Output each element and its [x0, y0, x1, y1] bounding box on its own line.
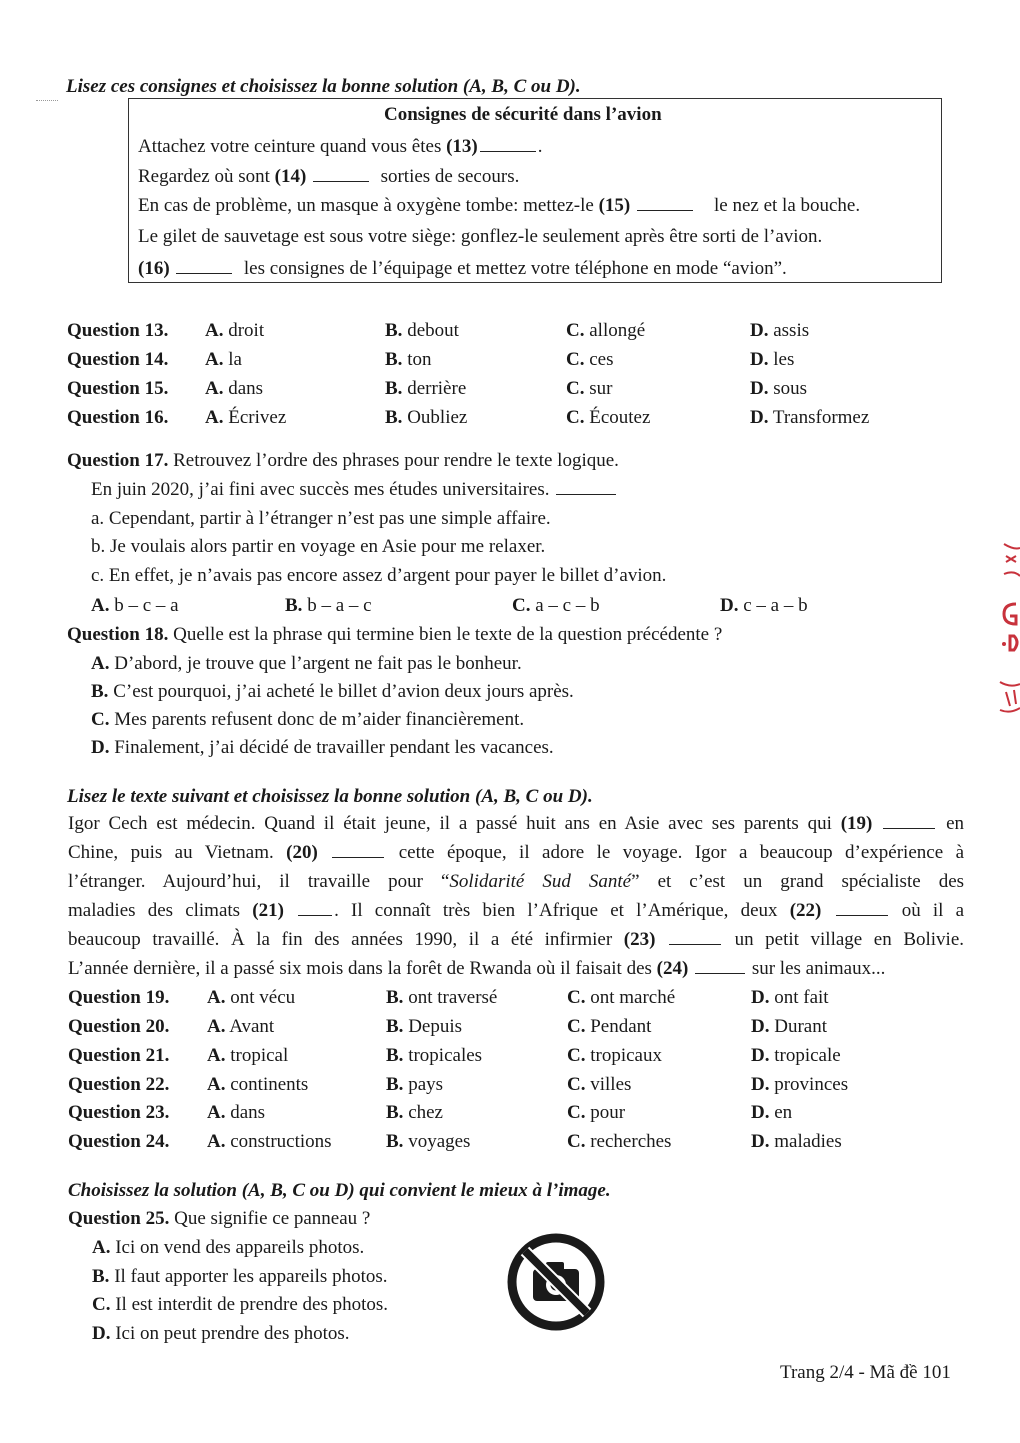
option-d[interactable]: D. Ici on peut prendre des photos.: [92, 1323, 350, 1344]
option-a[interactable]: A. tropical: [207, 1045, 289, 1066]
option-d[interactable]: D. sous: [750, 378, 808, 399]
box-line-1: [138, 136, 543, 159]
option-b[interactable]: B. tropicales: [386, 1045, 483, 1066]
box-line-1-end: .: [537, 136, 543, 157]
page-footer: Trang 2/4 - Mã đề 101: [780, 1362, 951, 1383]
section1-instruction: Lisez ces consignes et choisissez la bonne solution (A, B, C ou D).: [66, 76, 581, 97]
answer-blank: [298, 914, 332, 916]
option-a[interactable]: A. b – c – a: [91, 595, 179, 616]
scan-mark: [36, 100, 58, 103]
answer-blank: [637, 209, 693, 211]
box-line-3-text: En cas de problème, un masque à oxygène tombe: mettez-le: [138, 195, 599, 216]
option-b[interactable]: B. debout: [385, 320, 459, 341]
passage-line-3: l’étranger. Aujourd’hui, il travaille pour “Solidarité Sud Santé” et c’est un grand spécialiste des: [68, 871, 965, 892]
box-line-2-text: Regardez où sont: [138, 166, 275, 187]
option-b[interactable]: B. C’est pourquoi, j’ai acheté le billet d’avion deux jours après.: [91, 681, 574, 702]
option-b[interactable]: B. Oubliez: [385, 407, 468, 428]
option-b[interactable]: B. ton: [385, 349, 432, 370]
answer-blank: [480, 150, 536, 152]
passage-line-4: maladies des climats (21) . Il connaît très bien l’Afrique et l’Amérique, deux (22) où il a: [68, 900, 965, 921]
question-label: Question 25.: [68, 1208, 170, 1229]
question-label: Question 13.: [67, 320, 169, 341]
question-label: Question 17.: [67, 450, 169, 471]
question-label: Question 18.: [67, 624, 169, 645]
option-d[interactable]: D. les: [750, 349, 795, 370]
blank-number-23: (23): [623, 929, 656, 950]
option-a[interactable]: A. la: [205, 349, 242, 370]
blank-number-13: (13): [446, 136, 478, 157]
answer-blank: [313, 180, 369, 182]
box-line-3: [138, 195, 860, 218]
option-a[interactable]: A. droit: [205, 320, 265, 341]
question-label: Question 14.: [67, 349, 169, 370]
blank-number-22: (22): [789, 900, 822, 921]
option-c[interactable]: C. Il est interdit de prendre des photos.: [92, 1294, 389, 1315]
question-label: Question 22.: [68, 1074, 170, 1095]
option-b[interactable]: B. chez: [386, 1102, 443, 1123]
question-label: Question 15.: [67, 378, 169, 399]
option-c[interactable]: C. Pendant: [567, 1016, 652, 1037]
option-c[interactable]: C. ces: [566, 349, 614, 370]
option-a[interactable]: A. dans: [207, 1102, 266, 1123]
intro-text: En juin 2020, j’ai fini avec succès mes études universitaires.: [91, 479, 550, 500]
option-c[interactable]: C. a – c – b: [512, 595, 600, 616]
option-a[interactable]: A. Avant: [207, 1016, 275, 1037]
option-a[interactable]: A. ont vécu: [207, 987, 296, 1008]
answer-blank: [176, 272, 232, 274]
blank-number-16: (16): [138, 258, 170, 279]
section3-instruction: Choisissez la solution (A, B, C ou D) qui convient le mieux à l’image.: [68, 1180, 611, 1201]
option-c[interactable]: C. pour: [567, 1102, 626, 1123]
passage-line-1: Igor Cech est médecin. Quand il était jeune, il a passé huit ans en Asie avec ses parents qui (19) en: [68, 813, 965, 834]
option-d[interactable]: D. assis: [750, 320, 810, 341]
option-a[interactable]: A. dans: [205, 378, 264, 399]
blank-number-21: (21): [252, 900, 284, 921]
question-text: Que signifie ce panneau ?: [174, 1208, 371, 1229]
section2-instruction: Lisez le texte suivant et choisissez la bonne solution (A, B, C ou D).: [67, 786, 593, 807]
organization-name: Solidarité Sud Santé: [449, 871, 632, 892]
passage-line-5: beaucoup travaillé. À la fin des années 1990, il a été infirmier (23) un petit village en Bolivie.: [68, 929, 965, 950]
answer-blank: [695, 972, 745, 974]
box-line-2: [138, 166, 519, 189]
answer-blank: [836, 914, 888, 916]
option-c[interactable]: C. allongé: [566, 320, 646, 341]
question-25-prompt: [68, 1208, 370, 1231]
option-b[interactable]: B. ont traversé: [386, 987, 498, 1008]
option-a[interactable]: A. D’abord, je trouve que l’argent ne fait pas le bonheur.: [91, 653, 522, 674]
option-a[interactable]: A. Écrivez: [205, 407, 287, 428]
option-d[interactable]: D. Transformez: [750, 407, 870, 428]
box-title: Consignes de sécurité dans l’avion: [384, 104, 662, 125]
answer-blank: [883, 827, 935, 829]
question-label: Question 19.: [68, 987, 170, 1008]
option-d[interactable]: D. provinces: [751, 1074, 849, 1095]
option-c[interactable]: C. Mes parents refusent donc de m’aider financièrement.: [91, 709, 525, 730]
passage-line-6: L’année dernière, il a passé six mois dans la forêt de Rwanda où il faisait des (24) sur les animaux...: [68, 958, 886, 979]
question-text: Quelle est la phrase qui termine bien le texte de la question précédente ?: [173, 624, 723, 645]
question-text: Retrouvez l’ordre des phrases pour rendre le texte logique.: [173, 450, 619, 471]
option-c[interactable]: C. ont marché: [567, 987, 676, 1008]
option-d[interactable]: D. Finalement, j’ai décidé de travailler pendant les vacances.: [91, 737, 554, 758]
blank-number-15: (15): [598, 195, 631, 216]
question-label: Question 21.: [68, 1045, 170, 1066]
safety-instructions-box: [128, 98, 942, 283]
box-line-3-end: le nez et la bouche.: [714, 195, 861, 216]
option-c[interactable]: C. tropicaux: [567, 1045, 662, 1066]
option-d[interactable]: D. Durant: [751, 1016, 827, 1037]
stamp-fragment-icon: [1000, 600, 1020, 660]
option-c[interactable]: C. villes: [567, 1074, 632, 1095]
sentence-c: c. En effet, je n’avais pas encore assez d’argent pour payer le billet d’avion.: [91, 565, 667, 586]
box-line-1-text: Attachez votre ceinture quand vous êtes: [138, 136, 447, 157]
option-a[interactable]: A. continents: [207, 1074, 309, 1095]
question-label: Question 23.: [68, 1102, 170, 1123]
question-label: Question 24.: [68, 1131, 170, 1152]
option-d[interactable]: D. maladies: [751, 1131, 842, 1152]
box-line-5-end: les consignes de l’équipage et mettez votre téléphone en mode “avion”.: [243, 258, 787, 279]
question-17-intro: [91, 479, 618, 502]
blank-number-24: (24): [656, 958, 689, 979]
blank-number-19: (19): [840, 813, 873, 834]
option-c[interactable]: C. recherches: [567, 1131, 672, 1152]
sentence-b: b. Je voulais alors partir en voyage en Asie pour me relaxer.: [91, 536, 546, 557]
box-line-5: [138, 258, 787, 281]
option-c[interactable]: C. Écoutez: [566, 407, 651, 428]
box-line-2-end: sorties de secours.: [380, 166, 520, 187]
option-a[interactable]: A. constructions: [207, 1131, 332, 1152]
answer-blank: [332, 856, 384, 858]
question-17-prompt: [67, 450, 619, 473]
option-b[interactable]: B. derrière: [385, 378, 467, 399]
question-label: Question 20.: [68, 1016, 170, 1037]
option-b[interactable]: B. voyages: [386, 1131, 471, 1152]
blank-number-14: (14): [274, 166, 307, 187]
option-b[interactable]: B. b – a – c: [285, 595, 372, 616]
passage-line-2: Chine, puis au Vietnam. (20) cette époque, il adore le voyage. Igor a beaucoup d’expérience à: [68, 842, 964, 863]
question-18-prompt: [67, 624, 722, 647]
option-c[interactable]: C. sur: [566, 378, 613, 399]
no-camera-icon: [506, 1232, 606, 1332]
stamp-fragment-icon: [1002, 540, 1020, 580]
option-d[interactable]: D. c – a – b: [720, 595, 808, 616]
option-b[interactable]: B. Depuis: [386, 1016, 463, 1037]
answer-blank: [556, 493, 616, 495]
option-b[interactable]: B. Il faut apporter les appareils photos.: [92, 1266, 388, 1287]
option-d[interactable]: D. tropicale: [751, 1045, 841, 1066]
blank-number-20: (20): [286, 842, 318, 863]
answer-blank: [669, 943, 721, 945]
question-label: Question 16.: [67, 407, 169, 428]
option-d[interactable]: D. en: [751, 1102, 793, 1123]
sentence-a: a. Cependant, partir à l’étranger n’est pas une simple affaire.: [91, 508, 551, 529]
box-line-4: Le gilet de sauvetage est sous votre siège: gonflez-le seulement après être sorti de l’avion.: [138, 226, 823, 247]
stamp-fragment-icon: [998, 676, 1020, 716]
option-a[interactable]: A. Ici on vend des appareils photos.: [92, 1237, 365, 1258]
option-b[interactable]: B. pays: [386, 1074, 444, 1095]
option-d[interactable]: D. ont fait: [751, 987, 829, 1008]
